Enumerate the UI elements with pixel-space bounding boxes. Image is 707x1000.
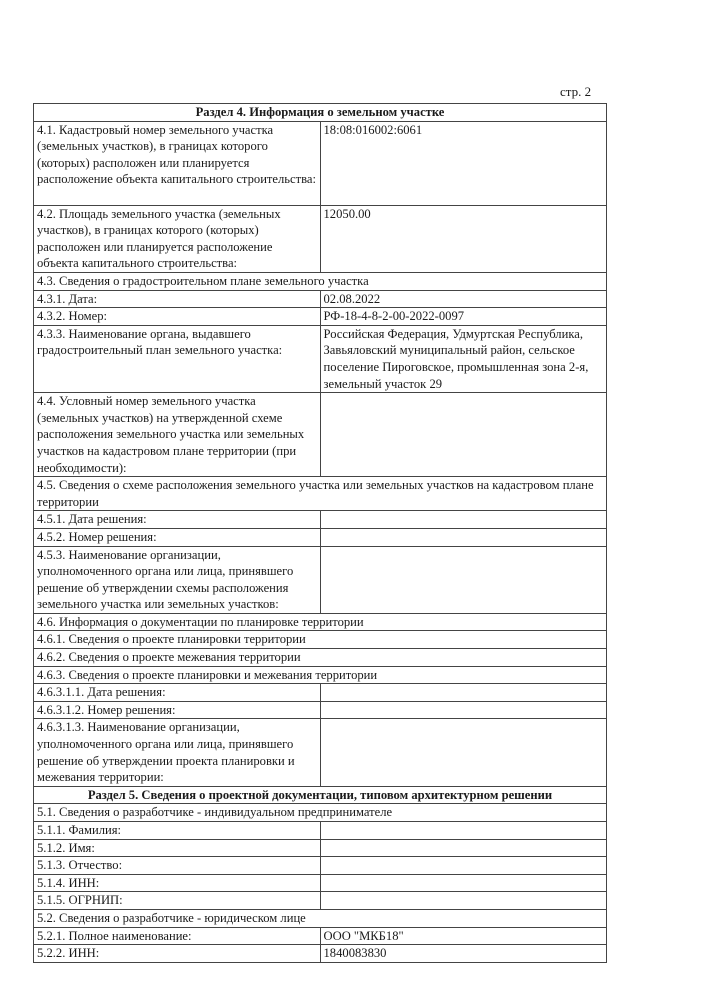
cadastral-number-value: 18:08:016002:6061 (320, 121, 607, 205)
cadastral-number-label: 4.1. Кадастровый номер земельного участка (земельных участков), в границах которого (которых) расположен или планируется расположение объекта капитального строительства: (34, 121, 321, 205)
ogrnip-label: 5.1.5. ОГРНИП: (34, 892, 321, 910)
table-row (34, 874, 607, 892)
planning-surveying-project-heading: 4.6.3. Сведения о проекте планировки и межевания территории (34, 666, 607, 684)
project-decision-number-value (320, 701, 607, 719)
individual-inn-value (320, 874, 607, 892)
scheme-decision-date-label: 4.5.1. Дата решения: (34, 511, 321, 529)
project-decision-date-value (320, 684, 607, 702)
scheme-decision-date-value (320, 511, 607, 529)
table-row (34, 945, 607, 963)
ogrnip-value (320, 892, 607, 910)
table-row (34, 927, 607, 945)
project-organization-value (320, 719, 607, 786)
project-decision-date-label: 4.6.3.1.1. Дата решения: (34, 684, 321, 702)
project-decision-number-label: 4.6.3.1.2. Номер решения: (34, 701, 321, 719)
urban-plan-number-value: РФ-18-4-8-2-00-2022-0097 (320, 308, 607, 326)
urban-plan-number-label: 4.3.2. Номер: (34, 308, 321, 326)
land-plot-form-table (33, 103, 607, 963)
section-4-header-row (34, 104, 607, 122)
table-row (34, 393, 607, 477)
plot-area-value: 12050.00 (320, 205, 607, 272)
table-row (34, 477, 607, 511)
planning-project-heading: 4.6.1. Сведения о проекте планировки территории (34, 631, 607, 649)
table-row (34, 325, 607, 392)
table-row (34, 511, 607, 529)
first-name-value (320, 839, 607, 857)
table-row (34, 892, 607, 910)
scheme-organization-label: 4.5.3. Наименование организации, уполномоченного органа или лица, принявшего решение об утверждении схемы расположения земельного участка или земельных участков: (34, 546, 321, 613)
surname-value (320, 822, 607, 840)
legal-inn-label: 5.2.2. ИНН: (34, 945, 321, 963)
first-name-label: 5.1.2. Имя: (34, 839, 321, 857)
issuing-authority-label: 4.3.3. Наименование органа, выдавшего градостроительный план земельного участка: (34, 325, 321, 392)
individual-developer-heading: 5.1. Сведения о разработчике - индивидуальном предпринимателе (34, 804, 607, 822)
section-5-header-row (34, 786, 607, 804)
scheme-decision-number-value (320, 528, 607, 546)
plot-area-label: 4.2. Площадь земельного участка (земельных участков), в границах которого (которых) расположен или планируется расположение объекта капитального строительства: (34, 205, 321, 272)
page-number: стр. 2 (560, 84, 592, 99)
scheme-organization-value (320, 546, 607, 613)
surname-label: 5.1.1. Фамилия: (34, 822, 321, 840)
patronymic-value (320, 857, 607, 875)
table-row (34, 121, 607, 205)
conditional-number-value (320, 393, 607, 477)
project-organization-label: 4.6.3.1.3. Наименование организации, уполномоченного органа или лица, принявшего решение об утверждении проекта планировки и межевания территории: (34, 719, 321, 786)
section-4-title: Раздел 4. Информация о земельном участке (34, 104, 607, 122)
table-row (34, 839, 607, 857)
table-row (34, 857, 607, 875)
table-row (34, 909, 607, 927)
individual-inn-label: 5.1.4. ИНН: (34, 874, 321, 892)
table-row (34, 684, 607, 702)
table-row (34, 822, 607, 840)
planning-docs-heading: 4.6. Информация о документации по планировке территории (34, 613, 607, 631)
surveying-project-heading: 4.6.2. Сведения о проекте межевания территории (34, 649, 607, 667)
table-row (34, 290, 607, 308)
table-row (34, 719, 607, 786)
table-row (34, 701, 607, 719)
table-row (34, 528, 607, 546)
full-name-label: 5.2.1. Полное наименование: (34, 927, 321, 945)
conditional-number-label: 4.4. Условный номер земельного участка (земельных участков) на утвержденной схеме расположения земельного участка или земельных участков на кадастровом плане территории (при необходимости): (34, 393, 321, 477)
table-row (34, 308, 607, 326)
legal-entity-developer-heading: 5.2. Сведения о разработчике - юридическом лице (34, 909, 607, 927)
table-row (34, 546, 607, 613)
section-5-title: Раздел 5. Сведения о проектной документации, типовом архитектурном решении (34, 786, 607, 804)
table-row (34, 613, 607, 631)
table-row (34, 631, 607, 649)
patronymic-label: 5.1.3. Отчество: (34, 857, 321, 875)
table-row (34, 649, 607, 667)
table-row (34, 205, 607, 272)
table-row (34, 272, 607, 290)
table-row (34, 804, 607, 822)
issuing-authority-value: Российская Федерация, Удмуртская Республика, Завьяловский муниципальный район, сельское поселение Пироговское, промышленная зона 2-я, земельный участок 29 (320, 325, 607, 392)
layout-scheme-heading: 4.5. Сведения о схеме расположения земельного участка или земельных участков на кадастровом плане территории (34, 477, 607, 511)
scheme-decision-number-label: 4.5.2. Номер решения: (34, 528, 321, 546)
urban-plan-date-label: 4.3.1. Дата: (34, 290, 321, 308)
legal-inn-value: 1840083830 (320, 945, 607, 963)
urban-plan-heading: 4.3. Сведения о градостроительном плане земельного участка (34, 272, 607, 290)
urban-plan-date-value: 02.08.2022 (320, 290, 607, 308)
full-name-value: ООО "МКБ18" (320, 927, 607, 945)
table-row (34, 666, 607, 684)
